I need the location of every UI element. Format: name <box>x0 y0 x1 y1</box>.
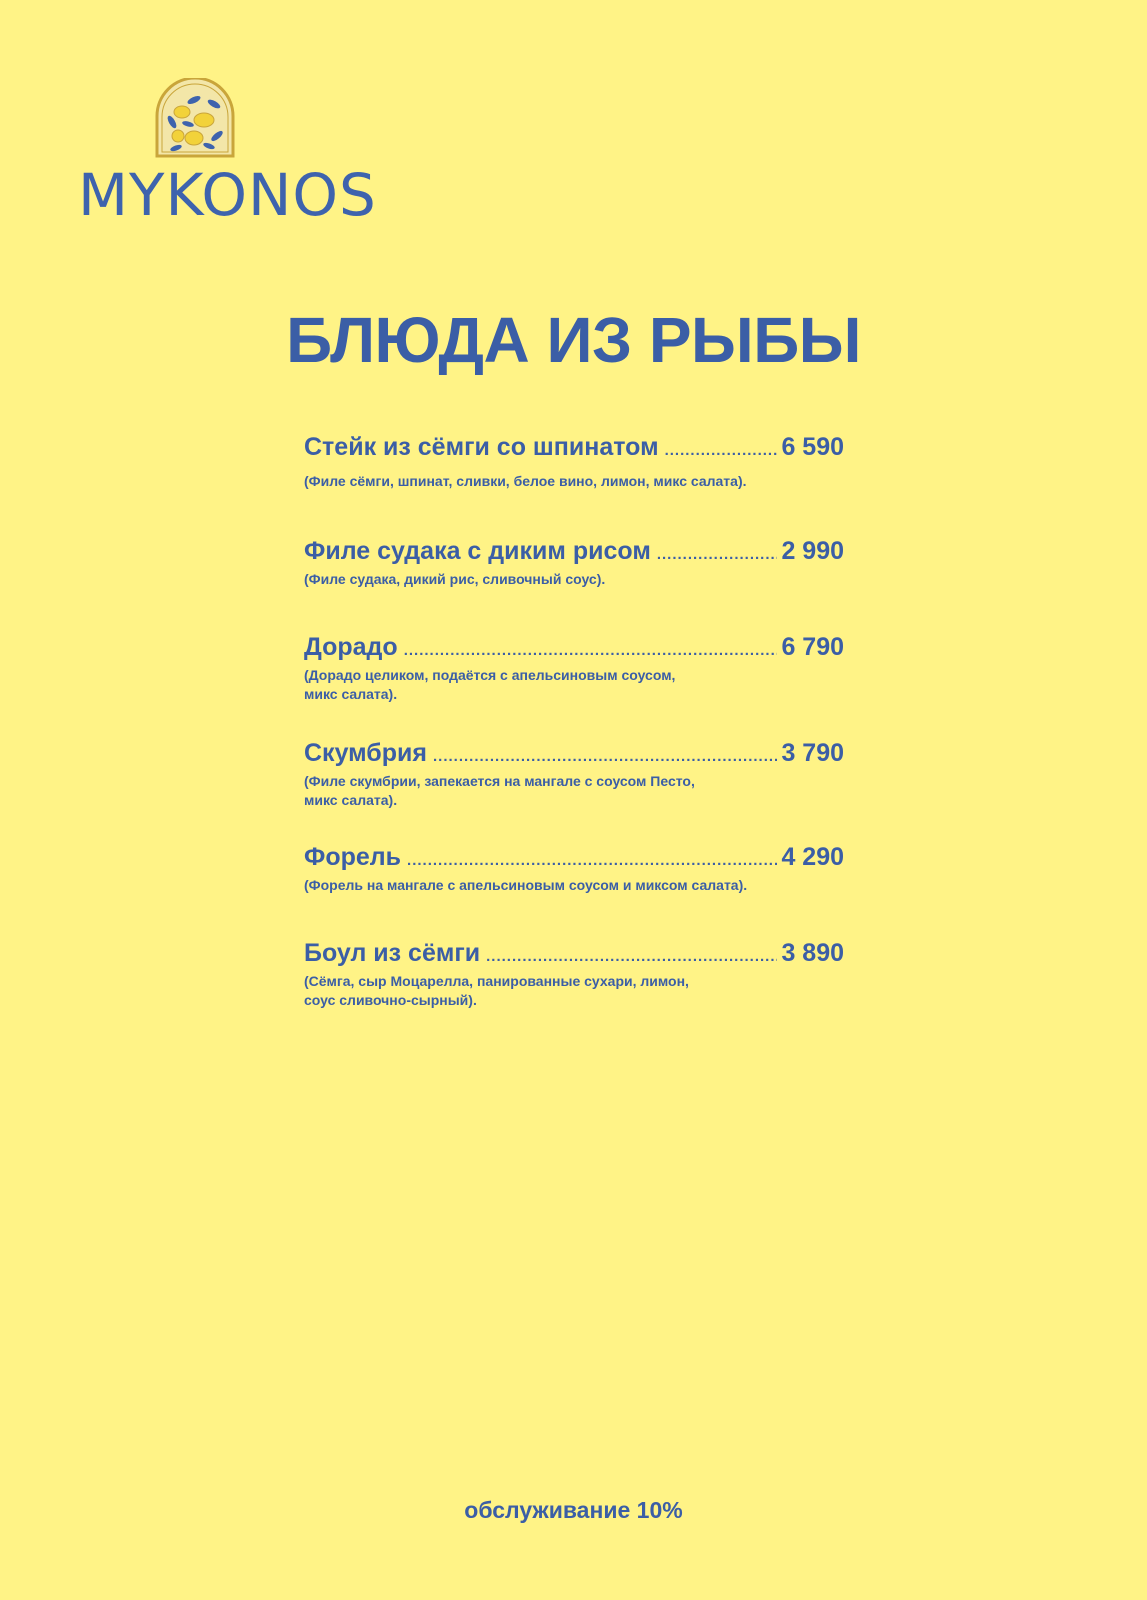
item-name: Дорадо <box>304 633 398 661</box>
dot-leader <box>657 540 778 570</box>
item-price: 2 990 <box>781 537 844 565</box>
dot-leader <box>404 636 778 666</box>
item-description: (Форель на мангале с апельсиновым соусом и миксом салата). <box>304 877 748 893</box>
item-price: 3 790 <box>781 739 844 767</box>
menu-item <box>304 536 844 589</box>
menu-item <box>304 842 844 895</box>
item-description: (Сёмга, сыр Моцарелла, панированные сухари, лимон, соус сливочно-сырный). <box>304 973 689 1008</box>
dot-leader <box>486 942 777 972</box>
menu-item <box>304 738 844 810</box>
menu-item <box>304 938 844 1010</box>
lemon-arch-icon <box>154 78 236 158</box>
dot-leader <box>433 742 777 772</box>
item-name: Форель <box>304 843 402 871</box>
item-price: 3 890 <box>781 939 844 967</box>
item-price: 6 790 <box>781 633 844 661</box>
dot-leader <box>665 436 778 466</box>
item-name: Филе судака с диким рисом <box>304 537 651 565</box>
item-name: Боул из сёмги <box>304 939 481 967</box>
brand-logo <box>78 78 377 229</box>
brand-name: MYKONOS <box>78 161 377 229</box>
item-price: 6 590 <box>781 433 844 461</box>
item-name: Скумбрия <box>304 739 427 767</box>
item-name: Стейк из сёмги со шпинатом <box>304 433 659 461</box>
page-title: БЛЮДА ИЗ РЫБЫ <box>286 304 861 376</box>
dot-leader <box>407 846 777 876</box>
item-description: (Филе скумбрии, запекается на мангале с соусом Песто, микс салата). <box>304 773 695 808</box>
service-charge-note: обслуживание 10% <box>464 1497 683 1523</box>
item-description: (Дорадо целиком, подаётся с апельсиновым соусом, микс салата). <box>304 667 676 702</box>
item-description: (Филе сёмги, шпинат, сливки, белое вино, лимон, микс салата). <box>304 473 747 489</box>
item-price: 4 290 <box>781 843 844 871</box>
menu-item <box>304 432 844 491</box>
item-description: (Филе судака, дикий рис, сливочный соус). <box>304 571 606 587</box>
menu-item <box>304 632 844 704</box>
